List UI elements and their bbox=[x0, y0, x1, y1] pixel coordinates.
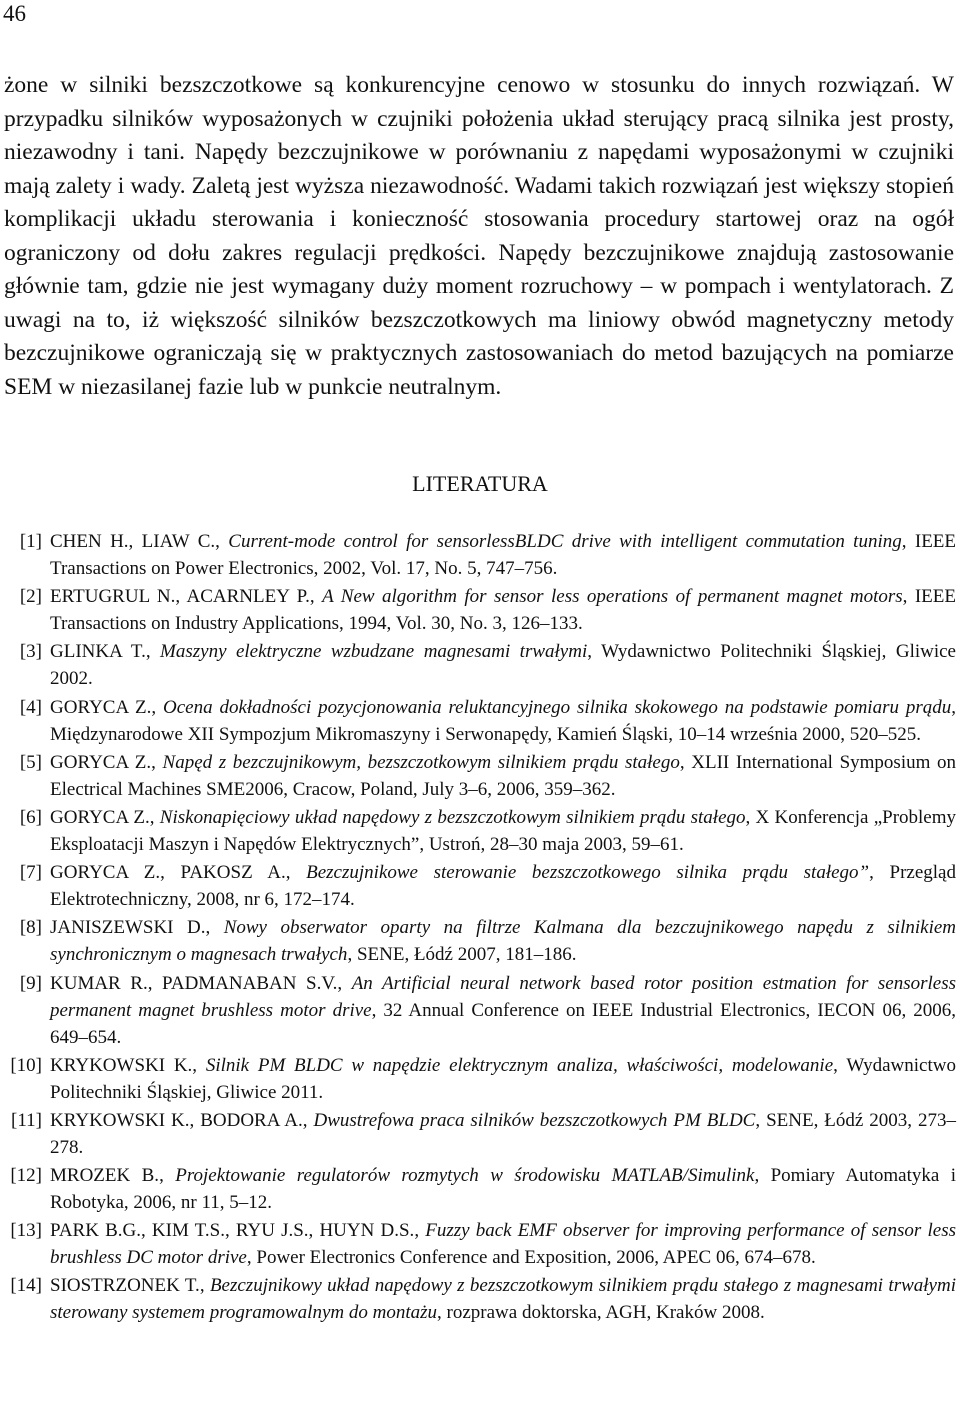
reference-item: [1] CHEN H., LIAW C., Current-mode control for sensorlessBLDC drive with intelligent commutation tuning, IEEE Transactions on Power Electronics, 2002, Vol. 17, No. 5, 747–756. bbox=[0, 528, 956, 582]
reference-authors: KRYKOWSKI K. bbox=[50, 1054, 193, 1076]
reference-title: Current-mode control for sensorlessBLDC drive with intelligent commutation tuning bbox=[228, 531, 902, 552]
reference-title: Nowy obserwator oparty na filtrze Kalmana dla bezczujnikowego napędu z silnikiem synchronicznym o magnesach trwałych bbox=[50, 917, 957, 966]
reference-number: [11] bbox=[11, 1109, 42, 1131]
reference-title: Niskonapięciowy układ napędowy z bezszczotkowym silnikiem prądu stałego bbox=[159, 806, 746, 828]
reference-details: rozprawa doktorska, AGH, Kraków 2008. bbox=[446, 1302, 765, 1324]
reference-item: [8] JANISZEWSKI D., Nowy obserwator oparty na filtrze Kalmana dla bezczujnikowego napędu z silnikiem synchronicznym o magnesach trwałych, SENE, Łódź 2007, 181–186. bbox=[0, 914, 956, 968]
reference-details: Międzynarodowe XII Sympozjum Mikromaszyny i Serwonapędy, Kamień Śląski, 10–14 września 2000, 520–525. bbox=[50, 723, 922, 745]
reference-item: [12] MROZEK B., Projektowanie regulatorów rozmytych w środowisku MATLAB/Simulink, Pomiary Automatyka i Robotyka, 2006, nr 11, 5–12. bbox=[0, 1162, 956, 1216]
reference-authors: MROZEK B. bbox=[50, 1165, 160, 1187]
reference-title: Fuzzy back EMF observer for improving performance of sensor less brushless DC motor drive bbox=[50, 1220, 956, 1269]
reference-authors: GORYCA Z. bbox=[50, 751, 152, 773]
reference-item: [13] PARK B.G., KIM T.S., RYU J.S., HUYN D.S., Fuzzy back EMF observer for improving performance of sensor less brushless DC motor drive, Power Electronics Conference and Exposition, 2006, APEC 06, 674–678. bbox=[0, 1217, 956, 1271]
reference-details: Power Electronics Conference and Exposition, 2006, APEC 06, 674–678. bbox=[256, 1247, 816, 1269]
reference-authors: GORYCA Z. bbox=[50, 806, 150, 828]
reference-list bbox=[0, 528, 956, 1328]
reference-authors: JANISZEWSKI D. bbox=[50, 917, 206, 939]
reference-authors: KUMAR R., PADMANABAN S.V. bbox=[50, 972, 338, 994]
reference-item: [3] GLINKA T., Maszyny elektryczne wzbudzane magnesami trwałymi, Wydawnictwo Politechniki Śląskiej, Gliwice 2002. bbox=[0, 638, 956, 692]
reference-authors: GORYCA Z. bbox=[50, 696, 152, 718]
reference-item: [7] GORYCA Z., PAKOSZ A., Bezczujnikowe sterowanie bezszczotkowego silnika prądu stałego”, Przegląd Elektrotechniczny, 2008, nr 6, 172–174. bbox=[0, 859, 956, 913]
reference-item: [14] SIOSTRZONEK T., Bezczujnikowy układ napędowy z bezszczotkowym silnikiem prądu stałego z magnesami trwałymi sterowany systemem programowalnym do montażu, rozprawa doktorska, AGH, Kraków 2008. bbox=[0, 1272, 956, 1326]
reference-item: [5] GORYCA Z., Napęd z bezczujnikowym, bezszczotkowym silnikiem prądu stałego, XLII International Symposium on Electrical Machines SME2006, Cracow, Poland, July 3–6, 2006, 359–362. bbox=[0, 749, 956, 803]
reference-number: [14] bbox=[10, 1275, 42, 1297]
reference-title: Silnik PM BLDC w napędzie elektrycznym analiza, właściwości, modelowanie bbox=[205, 1054, 834, 1076]
reference-title: A New algorithm for sensor less operations of permanent magnet motors bbox=[322, 586, 903, 608]
reference-number: [9] bbox=[19, 972, 42, 994]
reference-item: [4] GORYCA Z., Ocena dokładności pozycjonowania reluktancyjnego silnika skokowego na podstawie pomiaru prądu, Międzynarodowe XII Sympozjum Mikromaszyny i Serwonapędy, Kamień Śląski, 10–14 września 2000, 520–525. bbox=[0, 694, 956, 748]
reference-number: [5] bbox=[19, 751, 42, 773]
reference-item: [10] KRYKOWSKI K., Silnik PM BLDC w napędzie elektrycznym analiza, właściwości, modelowanie, Wydawnictwo Politechniki Śląskiej, Gliwice 2011. bbox=[0, 1052, 956, 1106]
body-paragraph: żone w silniki bezszczotkowe są konkurencyjne cenowo w stosunku do innych rozwiązań. W przypadku silników wyposażonych w czujniki położenia układ sterujący pracą silnika jest prosty, niezawodny i tani. Napędy bezczujnikowe w porównaniu z napędami wyposażonymi w czujniki mają zalety i wady. Zaletą jest wyższa niezawodność. Wadami takich rozwiązań jest większy stopień komplikacji układu sterowania i konieczność stosowania procedury startowej oraz na ogół ograniczony od dołu zakres regulacji prędkości. Napędy bezczujnikowe znajdują zastosowanie głównie tam, gdzie nie jest wymagany duży moment rozruchowy – w pompach i wentylatorach. Z uwagi na to, iż większość silników bezszczotkowych ma liniowy obwód magnetyczny metody bezczujnikowe ograniczają się w praktycznych zastosowaniach do metod bazujących na pomiarze SEM w niezasilanej fazie lub w punkcie neutralnym. bbox=[4, 72, 954, 400]
reference-title: Bezczujnikowe sterowanie bezszczotkowego silnika prądu stałego” bbox=[306, 862, 870, 884]
reference-authors: CHEN H., LIAW C. bbox=[50, 531, 216, 552]
reference-details: X Konferencja „Problemy Eksploatacji Maszyn i Napędów Elektrycznych”, Ustroń, 28–30 maja 2003, 59–61. bbox=[50, 806, 957, 855]
reference-details: Przegląd Elektrotechniczny, 2008, nr 6, 172–174. bbox=[50, 862, 956, 911]
reference-title: Ocena dokładności pozycjonowania reluktancyjnego silnika skokowego na podstawie pomiaru prądu bbox=[162, 696, 952, 718]
reference-details: 32 Annual Conference on IEEE Industrial Electronics, IECON 06, 2006, 649–654. bbox=[50, 999, 956, 1048]
reference-number: [3] bbox=[19, 641, 42, 663]
reference-number: [10] bbox=[10, 1054, 42, 1076]
reference-title: Napęd z bezczujnikowym, bezszczotkowym silnikiem prądu stałego bbox=[162, 751, 680, 773]
reference-title: Bezczujnikowy układ napędowy z bezszczotkowym silnikiem prądu stałego z magnesami trwałymi sterowany systemem programowalnym do montażu bbox=[50, 1275, 956, 1324]
reference-number: [2] bbox=[19, 586, 42, 608]
reference-authors: PARK B.G., KIM T.S., RYU J.S., HUYN D.S. bbox=[50, 1220, 415, 1242]
page-number: 46 bbox=[3, 1, 26, 26]
reference-authors: ERTUGRUL N., ACARNLEY P. bbox=[50, 586, 310, 608]
reference-details: SENE, Łódź 2007, 181–186. bbox=[356, 944, 577, 966]
reference-title: Maszyny elektryczne wzbudzane magnesami trwałymi bbox=[160, 641, 588, 663]
reference-title: An Artificial neural network based rotor position estmation for sensorless permanent magnet brushless motor drive bbox=[50, 972, 957, 1021]
reference-number: [4] bbox=[19, 696, 42, 718]
reference-details: XLII International Symposium on Electrical Machines SME2006, Cracow, Poland, July 3–6, 2006, 359–362. bbox=[50, 751, 956, 800]
reference-title: Projektowanie regulatorów rozmytych w środowisku MATLAB/Simulink bbox=[175, 1165, 755, 1187]
reference-item: [6] GORYCA Z., Niskonapięciowy układ napędowy z bezszczotkowym silnikiem prądu stałego, X Konferencja „Problemy Eksploatacji Maszyn i Napędów Elektrycznych”, Ustroń, 28–30 maja 2003, 59–61. bbox=[0, 804, 956, 858]
reference-details: Wydawnictwo Politechniki Śląskiej, Gliwice 2002. bbox=[50, 641, 956, 690]
reference-details: SENE, Łódź 2003, 273–278. bbox=[50, 1109, 957, 1158]
reference-number: [7] bbox=[19, 862, 42, 884]
reference-item: [11] KRYKOWSKI K., BODORA A., Dwustrefowa praca silników bezszczotkowych PM BLDC, SENE, Łódź 2003, 273–278. bbox=[0, 1107, 956, 1161]
reference-number: [12] bbox=[10, 1165, 42, 1187]
reference-details: IEEE Transactions on Power Electronics, 2002, Vol. 17, No. 5, 747–756. bbox=[50, 531, 957, 579]
reference-number: [1] bbox=[19, 531, 42, 552]
reference-authors: KRYKOWSKI K., BODORA A. bbox=[50, 1109, 303, 1131]
reference-details: IEEE Transactions on Industry Applications, 1994, Vol. 30, No. 3, 126–133. bbox=[50, 586, 957, 635]
reference-details: Wydawnictwo Politechniki Śląskiej, Gliwice 2011. bbox=[50, 1054, 956, 1103]
reference-number: [6] bbox=[19, 806, 42, 828]
reference-number: [13] bbox=[10, 1220, 42, 1242]
reference-item: [9] KUMAR R., PADMANABAN S.V., An Artificial neural network based rotor position estmation for sensorless permanent magnet brushless motor drive, 32 Annual Conference on IEEE Industrial Electronics, IECON 06, 2006, 649–654. bbox=[0, 970, 956, 1051]
reference-number: [8] bbox=[19, 917, 42, 939]
reference-authors: SIOSTRZONEK T. bbox=[50, 1275, 200, 1297]
references-heading: LITERATURA bbox=[412, 471, 548, 496]
reference-authors: GORYCA Z., PAKOSZ A. bbox=[50, 862, 286, 884]
reference-item: [2] ERTUGRUL N., ACARNLEY P., A New algorithm for sensor less operations of permanent magnet motors, IEEE Transactions on Industry Applications, 1994, Vol. 30, No. 3, 126–133. bbox=[0, 583, 956, 637]
reference-authors: GLINKA T. bbox=[50, 641, 146, 663]
reference-details: Pomiary Automatyka i Robotyka, 2006, nr 11, 5–12. bbox=[50, 1165, 956, 1214]
reference-title: Dwustrefowa praca silników bezszczotkowych PM BLDC bbox=[313, 1109, 756, 1131]
